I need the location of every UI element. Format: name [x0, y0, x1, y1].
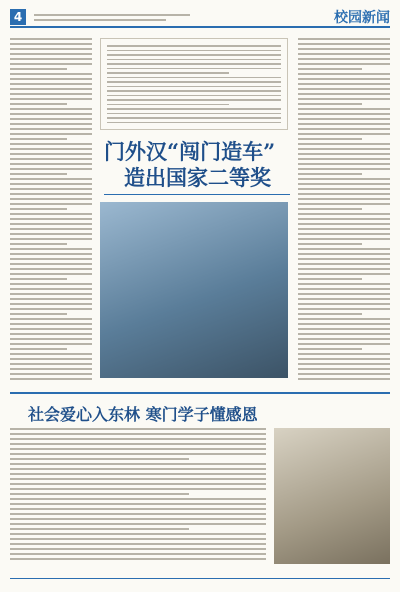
body-text-line: [298, 233, 390, 235]
body-text-line: [298, 103, 362, 105]
body-text-line: [298, 283, 390, 285]
body-text-line: [298, 238, 390, 240]
body-text-line: [107, 50, 281, 52]
body-text-line: [10, 333, 92, 335]
body-text-line: [107, 113, 281, 115]
body-text-line: [10, 173, 67, 175]
body-text-line: [298, 373, 390, 375]
body-text-line: [298, 208, 362, 210]
body-text-line: [107, 117, 281, 119]
body-text-line: [10, 238, 92, 240]
body-text-line: [10, 553, 266, 555]
body-text-line: [298, 118, 390, 120]
body-text-line: [107, 68, 281, 70]
body-text-line: [298, 173, 362, 175]
body-text-line: [298, 48, 390, 50]
body-text-line: [298, 243, 362, 245]
body-text-line: [10, 323, 92, 325]
body-text-line: [10, 503, 266, 505]
body-text-line: [10, 143, 92, 145]
body-text-line: [10, 138, 67, 140]
page-number: 4: [10, 9, 26, 25]
body-text-line: [10, 473, 266, 475]
subheadline-rule: [104, 194, 290, 195]
body-text-line: [107, 104, 229, 106]
body-text-line: [298, 278, 362, 280]
body-text-line: [10, 203, 92, 205]
body-text-line: [298, 343, 390, 345]
body-text-line: [298, 213, 390, 215]
body-text-line: [298, 163, 390, 165]
body-text-line: [10, 158, 92, 160]
body-text-line: [298, 353, 390, 355]
body-text-line: [298, 313, 362, 315]
masthead: [10, 8, 390, 28]
body-text-line: [107, 81, 281, 83]
body-text-line: [107, 45, 281, 47]
recipient-photo: [274, 428, 390, 564]
section-divider: [10, 392, 390, 394]
body-text-line: [10, 123, 92, 125]
body-text-line: [10, 133, 92, 135]
body-text-line: [298, 68, 362, 70]
body-text-line: [107, 77, 281, 79]
lower-headline: 社会爱心入东林 寒门学子懂感恩: [28, 405, 258, 424]
body-text-line: [298, 298, 390, 300]
body-text-line: [10, 478, 266, 480]
body-text-line: [10, 458, 189, 460]
body-text-line: [10, 128, 92, 130]
body-text-line: [298, 323, 390, 325]
body-text-line: [298, 88, 390, 90]
body-text-line: [10, 168, 92, 170]
body-text-line: [10, 218, 92, 220]
body-text-line: [10, 358, 92, 360]
body-text-line: [298, 338, 390, 340]
main-headline-line-2: 造出国家二等奖: [124, 165, 271, 190]
masthead-info-lines: [34, 14, 334, 21]
body-text-line: [298, 248, 390, 250]
body-text-line: [298, 378, 390, 380]
body-text-line: [10, 93, 92, 95]
body-text-line: [107, 72, 229, 74]
body-text-line: [10, 163, 92, 165]
body-text-line: [10, 148, 92, 150]
body-text-line: [298, 183, 390, 185]
body-text-line: [107, 54, 281, 56]
body-text-line: [298, 268, 390, 270]
body-text-line: [10, 68, 67, 70]
body-text-line: [10, 293, 92, 295]
body-text-line: [298, 83, 390, 85]
body-text-line: [298, 273, 390, 275]
body-text-line: [298, 203, 390, 205]
body-text-line: [10, 278, 67, 280]
body-text-line: [10, 488, 266, 490]
body-text-line: [10, 48, 92, 50]
body-text-line: [10, 328, 92, 330]
body-text-line: [298, 333, 390, 335]
body-text-line: [298, 218, 390, 220]
section-name: 校园新闻: [334, 10, 390, 26]
body-text-line: [10, 268, 92, 270]
body-text-line: [10, 523, 266, 525]
body-text-line: [10, 253, 92, 255]
left-column-articles: [10, 38, 92, 386]
body-text-line: [298, 363, 390, 365]
body-text-line: [298, 113, 390, 115]
lower-article-left: [10, 428, 266, 564]
body-text-line: [10, 63, 92, 65]
body-text-line: [10, 428, 266, 430]
body-text-line: [10, 498, 266, 500]
body-text-line: [298, 108, 390, 110]
body-text-line: [298, 43, 390, 45]
body-text-line: [10, 78, 92, 80]
body-text-line: [10, 453, 266, 455]
body-text-line: [10, 508, 266, 510]
body-text-line: [10, 518, 266, 520]
body-text-line: [10, 228, 92, 230]
body-text-line: [10, 58, 92, 60]
body-text-line: [10, 178, 92, 180]
body-text-line: [107, 99, 281, 101]
body-text-line: [10, 213, 92, 215]
body-text-line: [107, 122, 281, 124]
body-text-line: [10, 183, 92, 185]
body-text-line: [298, 128, 390, 130]
body-text-line: [10, 243, 67, 245]
body-text-line: [10, 378, 92, 380]
body-text-line: [298, 318, 390, 320]
body-text-line: [298, 153, 390, 155]
body-text-line: [298, 228, 390, 230]
body-text-line: [298, 288, 390, 290]
body-text-line: [10, 318, 92, 320]
body-text-line: [10, 153, 92, 155]
body-text-line: [10, 108, 92, 110]
body-text-line: [10, 258, 92, 260]
body-text-line: [10, 223, 92, 225]
body-text-line: [10, 98, 92, 100]
body-text-line: [10, 433, 266, 435]
body-text-line: [298, 198, 390, 200]
body-text-line: [298, 73, 390, 75]
body-text-line: [298, 303, 390, 305]
body-text-line: [10, 193, 92, 195]
body-text-line: [298, 223, 390, 225]
body-text-line: [298, 358, 390, 360]
body-text-line: [10, 263, 92, 265]
body-text-line: [10, 528, 189, 530]
body-text-line: [298, 133, 390, 135]
body-text-line: [298, 368, 390, 370]
body-text-line: [10, 468, 266, 470]
body-text-line: [298, 38, 390, 40]
body-text-line: [298, 158, 390, 160]
body-text-line: [298, 328, 390, 330]
body-text-line: [298, 188, 390, 190]
body-text-line: [298, 148, 390, 150]
body-text-line: [10, 463, 266, 465]
main-headline-line-1: 门外汉“闯门造车”: [104, 139, 276, 164]
body-text-line: [10, 188, 92, 190]
body-text-line: [107, 86, 281, 88]
body-text-line: [298, 78, 390, 80]
body-text-line: [10, 533, 266, 535]
body-text-line: [107, 59, 281, 61]
body-text-line: [10, 198, 92, 200]
body-text-line: [10, 113, 92, 115]
body-text-line: [10, 248, 92, 250]
body-text-line: [10, 483, 266, 485]
body-text-line: [10, 118, 92, 120]
body-text-line: [298, 253, 390, 255]
right-column-article: [298, 38, 390, 386]
body-text-line: [10, 103, 67, 105]
body-text-line: [10, 338, 92, 340]
body-text-line: [10, 53, 92, 55]
body-text-line: [10, 373, 92, 375]
body-text-line: [10, 548, 266, 550]
body-text-line: [298, 58, 390, 60]
page-footer: [10, 578, 390, 586]
body-text-line: [298, 308, 390, 310]
body-text-line: [298, 258, 390, 260]
body-text-line: [107, 95, 281, 97]
body-text-line: [10, 88, 92, 90]
body-text-line: [10, 288, 92, 290]
body-text-line: [298, 263, 390, 265]
body-text-line: [10, 363, 92, 365]
body-text-line: [107, 90, 281, 92]
body-text-line: [10, 303, 92, 305]
body-text-line: [298, 168, 390, 170]
body-text-line: [107, 108, 281, 110]
body-text-line: [10, 208, 67, 210]
body-text-line: [298, 63, 390, 65]
body-text-line: [10, 38, 92, 40]
body-text-line: [10, 298, 92, 300]
body-text-line: [10, 538, 266, 540]
body-text-line: [298, 138, 362, 140]
body-text-line: [10, 83, 92, 85]
body-text-line: [10, 368, 92, 370]
body-text-line: [298, 143, 390, 145]
body-text-line: [10, 558, 266, 560]
body-text-line: [10, 353, 92, 355]
body-text-line: [10, 343, 92, 345]
quote-box: [100, 38, 288, 130]
body-text-line: [298, 193, 390, 195]
body-text-line: [10, 543, 266, 545]
body-text-line: [298, 348, 362, 350]
body-text-line: [10, 73, 92, 75]
body-text-line: [10, 348, 67, 350]
body-text-line: [10, 283, 92, 285]
body-text-line: [298, 178, 390, 180]
body-text-line: [10, 438, 266, 440]
body-text-line: [10, 443, 266, 445]
body-text-line: [298, 93, 390, 95]
body-text-line: [10, 313, 67, 315]
body-text-line: [298, 53, 390, 55]
body-text-line: [10, 233, 92, 235]
body-text-line: [298, 98, 390, 100]
body-text-line: [107, 63, 281, 65]
body-text-line: [10, 308, 92, 310]
body-text-line: [10, 273, 92, 275]
body-text-line: [10, 513, 266, 515]
body-text-line: [10, 493, 189, 495]
body-text-line: [10, 448, 266, 450]
body-text-line: [298, 123, 390, 125]
robot-photo: [100, 202, 288, 378]
body-text-line: [10, 43, 92, 45]
body-text-line: [298, 293, 390, 295]
